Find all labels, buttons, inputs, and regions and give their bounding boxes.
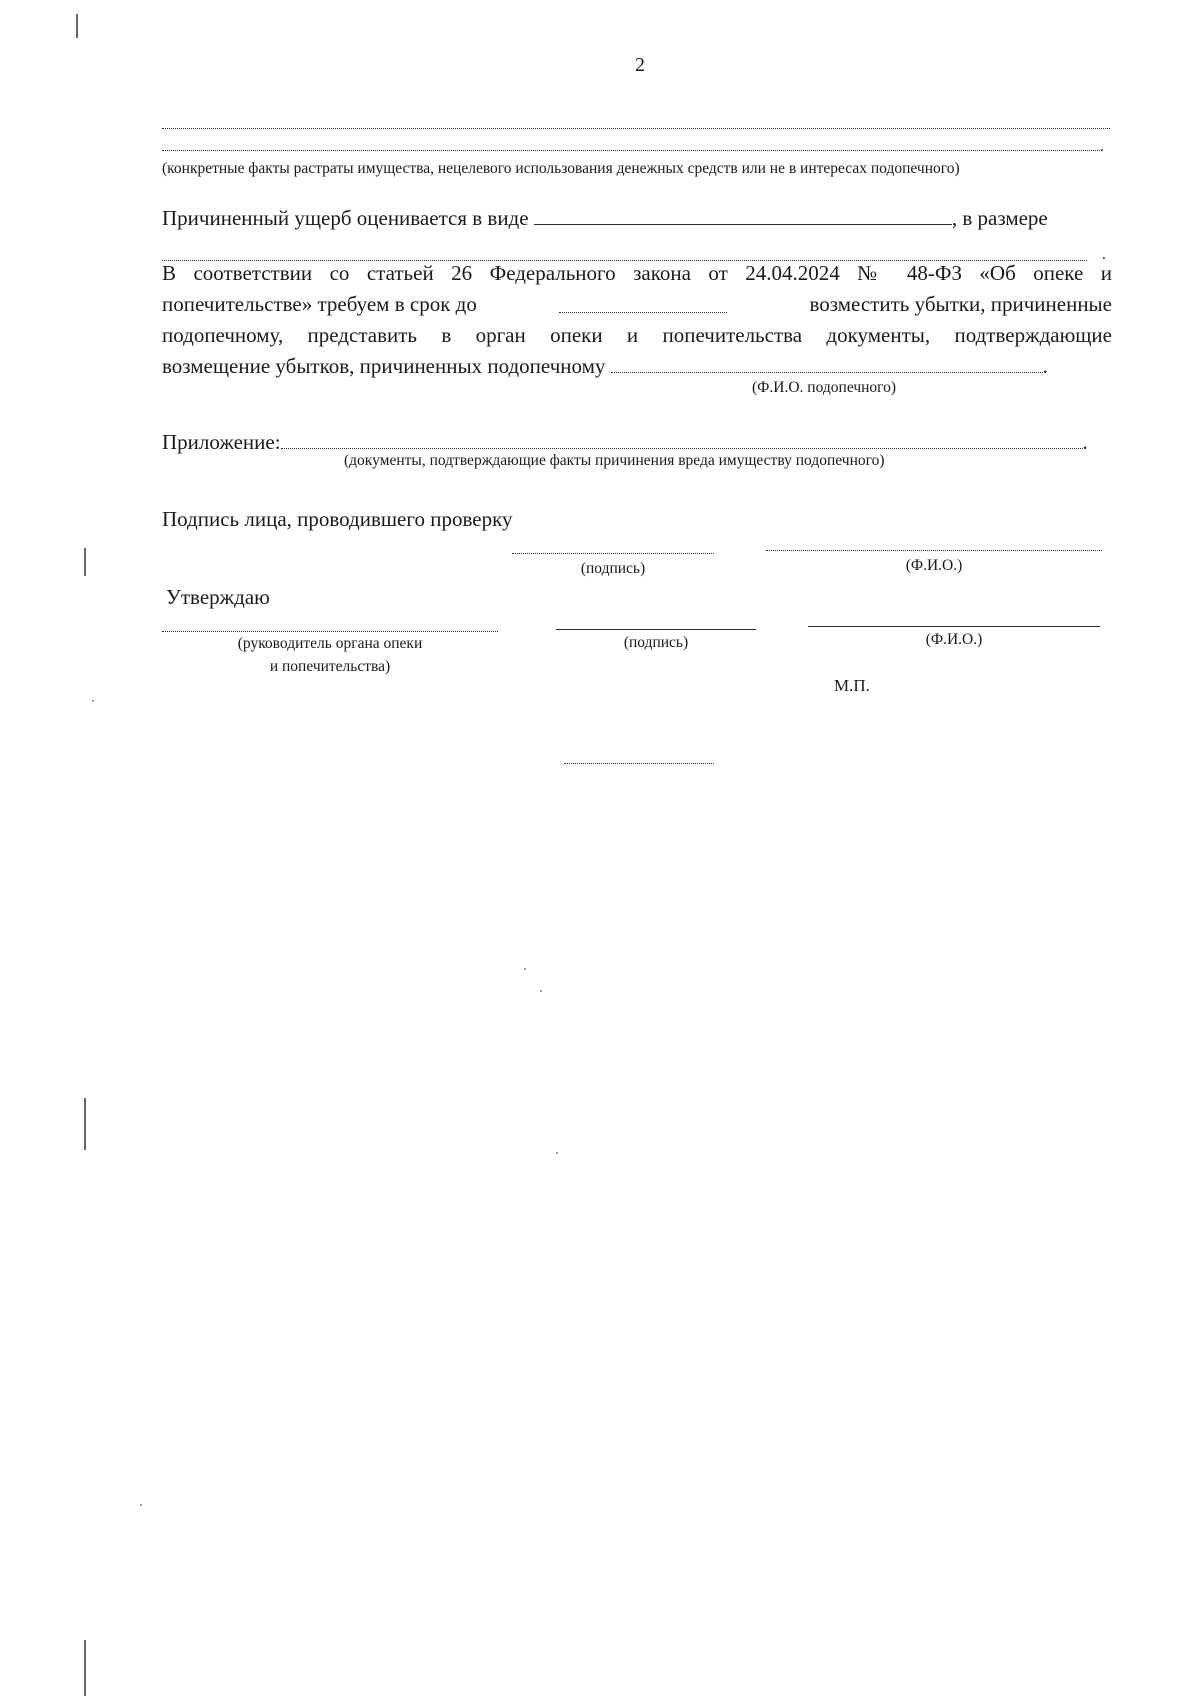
approval-name-caption: (Ф.И.О.) (925, 631, 983, 648)
demand-period: . (1042, 354, 1048, 378)
damage-text: Причиненный ущерб оценивается в виде (162, 206, 529, 230)
scan-speck (556, 1152, 558, 1154)
appendix-period: . (1082, 430, 1088, 454)
scan-speck (540, 990, 542, 992)
approval-signature-line (556, 629, 756, 630)
demand-line-1: В соответствии со статьей 26 Федерального закона от 24.04.2024 № 48-ФЗ «Об опеке и (162, 261, 1112, 285)
facts-period: . (1100, 138, 1104, 155)
scan-artifact (84, 1640, 86, 1696)
facts-caption: (конкретные факты растраты имущества, нецелевого использования денежных средств или не в интересах подопечного) (162, 160, 960, 177)
scan-artifact (84, 548, 86, 576)
demand-line-2 (162, 290, 1112, 318)
inspector-signature-caption: (подпись) (580, 560, 646, 577)
scan-speck (140, 1504, 142, 1506)
inspector-name-line (766, 550, 1102, 551)
approval-label: Утверждаю (166, 585, 270, 609)
demand-line-2-after: возместить убытки, причиненные (809, 292, 1112, 316)
demand-line-4-text: возмещение убытков, причиненных подопечному (162, 354, 606, 378)
head-caption-line-1: (руководитель органа опеки (237, 635, 423, 652)
ward-name-blank (611, 354, 1043, 373)
approval-signature-caption: (подпись) (623, 634, 689, 651)
deadline-blank (559, 290, 727, 313)
head-position-line (162, 631, 498, 632)
inspector-name-caption: (Ф.И.О.) (905, 557, 963, 574)
approval-name-line (808, 626, 1100, 627)
damage-period: . (1102, 246, 1106, 263)
demand-line-2-before: попечительстве» требуем в срок до (162, 292, 477, 316)
demand-line-3: подопечному, представить в орган опеки и попечительства документы, подтверждающие (162, 323, 1112, 347)
damage-line (162, 204, 1112, 232)
facts-dotted-line-2 (162, 150, 1100, 151)
facts-dotted-line-1 (162, 128, 1110, 129)
scan-artifact (76, 14, 78, 38)
inspector-label: Подпись лица, проводившего проверку (162, 507, 513, 531)
demand-line-4 (162, 352, 1112, 380)
damage-suffix: , в размере (951, 206, 1048, 230)
scan-artifact (84, 1098, 86, 1150)
end-separator-line (564, 763, 714, 764)
page-number: 2 (635, 54, 645, 76)
head-caption-line-2: и попечительства) (269, 658, 391, 675)
seal-label: М.П. (834, 676, 870, 695)
appendix-caption: (документы, подтверждающие факты причинения вреда имуществу подопечного) (344, 452, 885, 469)
inspector-signature-line (512, 553, 714, 554)
ward-caption: (Ф.И.О. подопечного) (752, 379, 897, 396)
scan-speck (524, 968, 526, 970)
appendix-blank (281, 430, 1083, 449)
scan-speck (92, 700, 94, 702)
appendix-label: Приложение: (162, 430, 281, 454)
damage-type-blank (534, 206, 952, 225)
